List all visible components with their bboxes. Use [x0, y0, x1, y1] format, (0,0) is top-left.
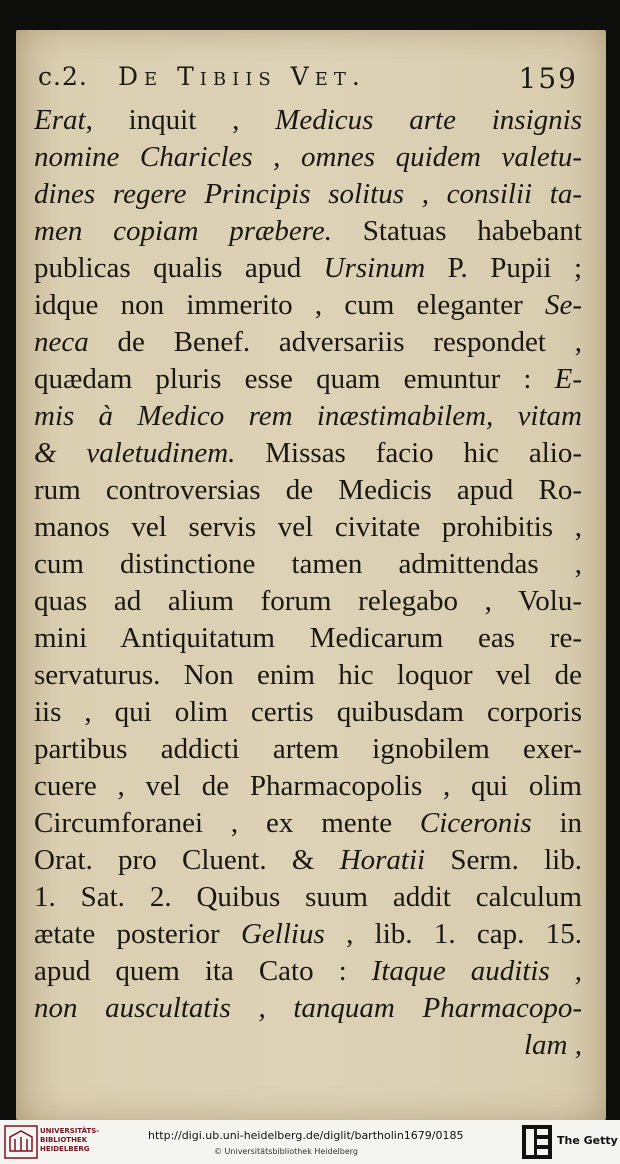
text-line — [34, 361, 582, 398]
running-title: De Tibiis Vet. — [118, 62, 366, 91]
text-line — [34, 768, 582, 805]
text-segment: P. Pupii ; — [425, 252, 582, 284]
text-line — [34, 657, 582, 694]
text-segment: , lib. 1. cap. 15. — [324, 918, 582, 950]
italic-text-segment: nomine Charicles , omnes quidem valetu- — [34, 141, 582, 173]
italic-text-segment: men copiam præbere. — [34, 215, 333, 247]
body-text — [34, 102, 582, 1064]
text-segment: quædam pluris esse quam emuntur : — [34, 363, 555, 395]
text-segment: partibus addicti artem ignobilem exer- — [34, 733, 582, 765]
text-line — [34, 509, 582, 546]
text-line — [34, 805, 582, 842]
text-segment: ætate posterior — [34, 918, 241, 950]
text-segment: publicas qualis apud — [34, 252, 324, 284]
text-segment: Missas facio hic alio- — [235, 437, 582, 469]
text-line — [34, 324, 582, 361]
text-line — [34, 139, 582, 176]
text-segment: idque non immerito , cum eleganter — [34, 289, 545, 321]
text-line — [34, 250, 582, 287]
text-segment: servaturus. Non enim hic loquor vel de — [34, 659, 582, 691]
italic-text-segment: Se- — [544, 289, 582, 321]
text-line — [34, 176, 582, 213]
text-line — [34, 879, 582, 916]
text-segment: Statuas habebant — [332, 215, 582, 247]
text-segment: de Benef. adversariis respondet , — [88, 326, 582, 358]
text-line — [34, 731, 582, 768]
text-line — [34, 916, 582, 953]
italic-text-segment: Gellius — [240, 918, 325, 950]
text-line — [34, 287, 582, 324]
copyright-notice: © Universitätsbibliothek Heidelberg — [214, 1147, 359, 1156]
text-line — [34, 546, 582, 583]
text-line — [34, 213, 582, 250]
italic-text-segment: mis à Medico rem inæstimabilem, vitam — [34, 400, 582, 432]
text-line — [34, 472, 582, 509]
italic-text-segment: Medicus arte insignis — [275, 104, 582, 136]
text-segment: Orat. pro Cluent. & — [34, 844, 340, 876]
chapter-marker: c.2. — [38, 62, 88, 91]
italic-text-segment: Itaque auditis , — [371, 955, 582, 987]
getty-logo-icon — [522, 1125, 552, 1159]
text-line — [34, 990, 582, 1027]
text-line — [34, 435, 582, 472]
footer-bar — [0, 1120, 620, 1164]
italic-text-segment: non auscultatis , tanquam Pharmacopo- — [34, 992, 582, 1024]
italic-text-segment: dines regere Principis solitus , consilii ta- — [34, 178, 582, 210]
text-line — [34, 953, 582, 990]
running-header — [38, 60, 578, 100]
getty-name: The Getty — [557, 1134, 618, 1147]
university-library-logo-icon — [4, 1125, 38, 1159]
text-segment: quas ad alium forum relegabo , Volu- — [34, 585, 582, 617]
text-line — [34, 1027, 582, 1064]
text-line — [34, 102, 582, 139]
text-line — [34, 398, 582, 435]
text-segment: in — [531, 807, 582, 839]
italic-text-segment: lam , — [524, 1029, 582, 1061]
text-segment: apud quem ita Cato : — [34, 955, 372, 987]
text-line — [34, 842, 582, 879]
italic-text-segment: Horatii — [339, 844, 426, 876]
text-segment: manos vel servis vel civitate prohibitis , — [34, 511, 582, 543]
text-segment: 1. Sat. 2. Quibus suum addit calculum — [34, 881, 582, 913]
italic-text-segment: E- — [554, 363, 582, 395]
permalink-url[interactable]: http://digi.ub.uni-heidelberg.de/diglit/bartholin1679/0185 — [148, 1129, 464, 1142]
text-segment: iis , qui olim certis quibusdam corporis — [34, 696, 582, 728]
italic-text-segment: neca — [34, 326, 89, 358]
text-segment: cum distinctione tamen admittendas , — [34, 548, 582, 580]
italic-text-segment: Ciceronis — [419, 807, 532, 839]
university-library-name: UNIVERSITÄTS- BIBLIOTHEK HEIDELBERG — [40, 1127, 100, 1153]
text-segment: cuere , vel de Pharmacopolis , qui olim — [34, 770, 582, 802]
italic-text-segment: Erat — [34, 104, 86, 136]
book-page — [16, 30, 606, 1120]
text-segment: rum controversias de Medicis apud Ro- — [34, 474, 582, 506]
text-line — [34, 583, 582, 620]
page-number: 159 — [518, 62, 578, 95]
text-segment: Serm. lib. — [425, 844, 582, 876]
text-segment: mini Antiquitatum Medicarum eas re- — [34, 622, 582, 654]
text-line — [34, 620, 582, 657]
italic-text-segment: & valetudinem. — [34, 437, 236, 469]
text-segment: Circumforanei , ex mente — [34, 807, 420, 839]
text-segment: , inquit , — [85, 104, 276, 136]
text-line — [34, 694, 582, 731]
italic-text-segment: Ursinum — [323, 252, 426, 284]
